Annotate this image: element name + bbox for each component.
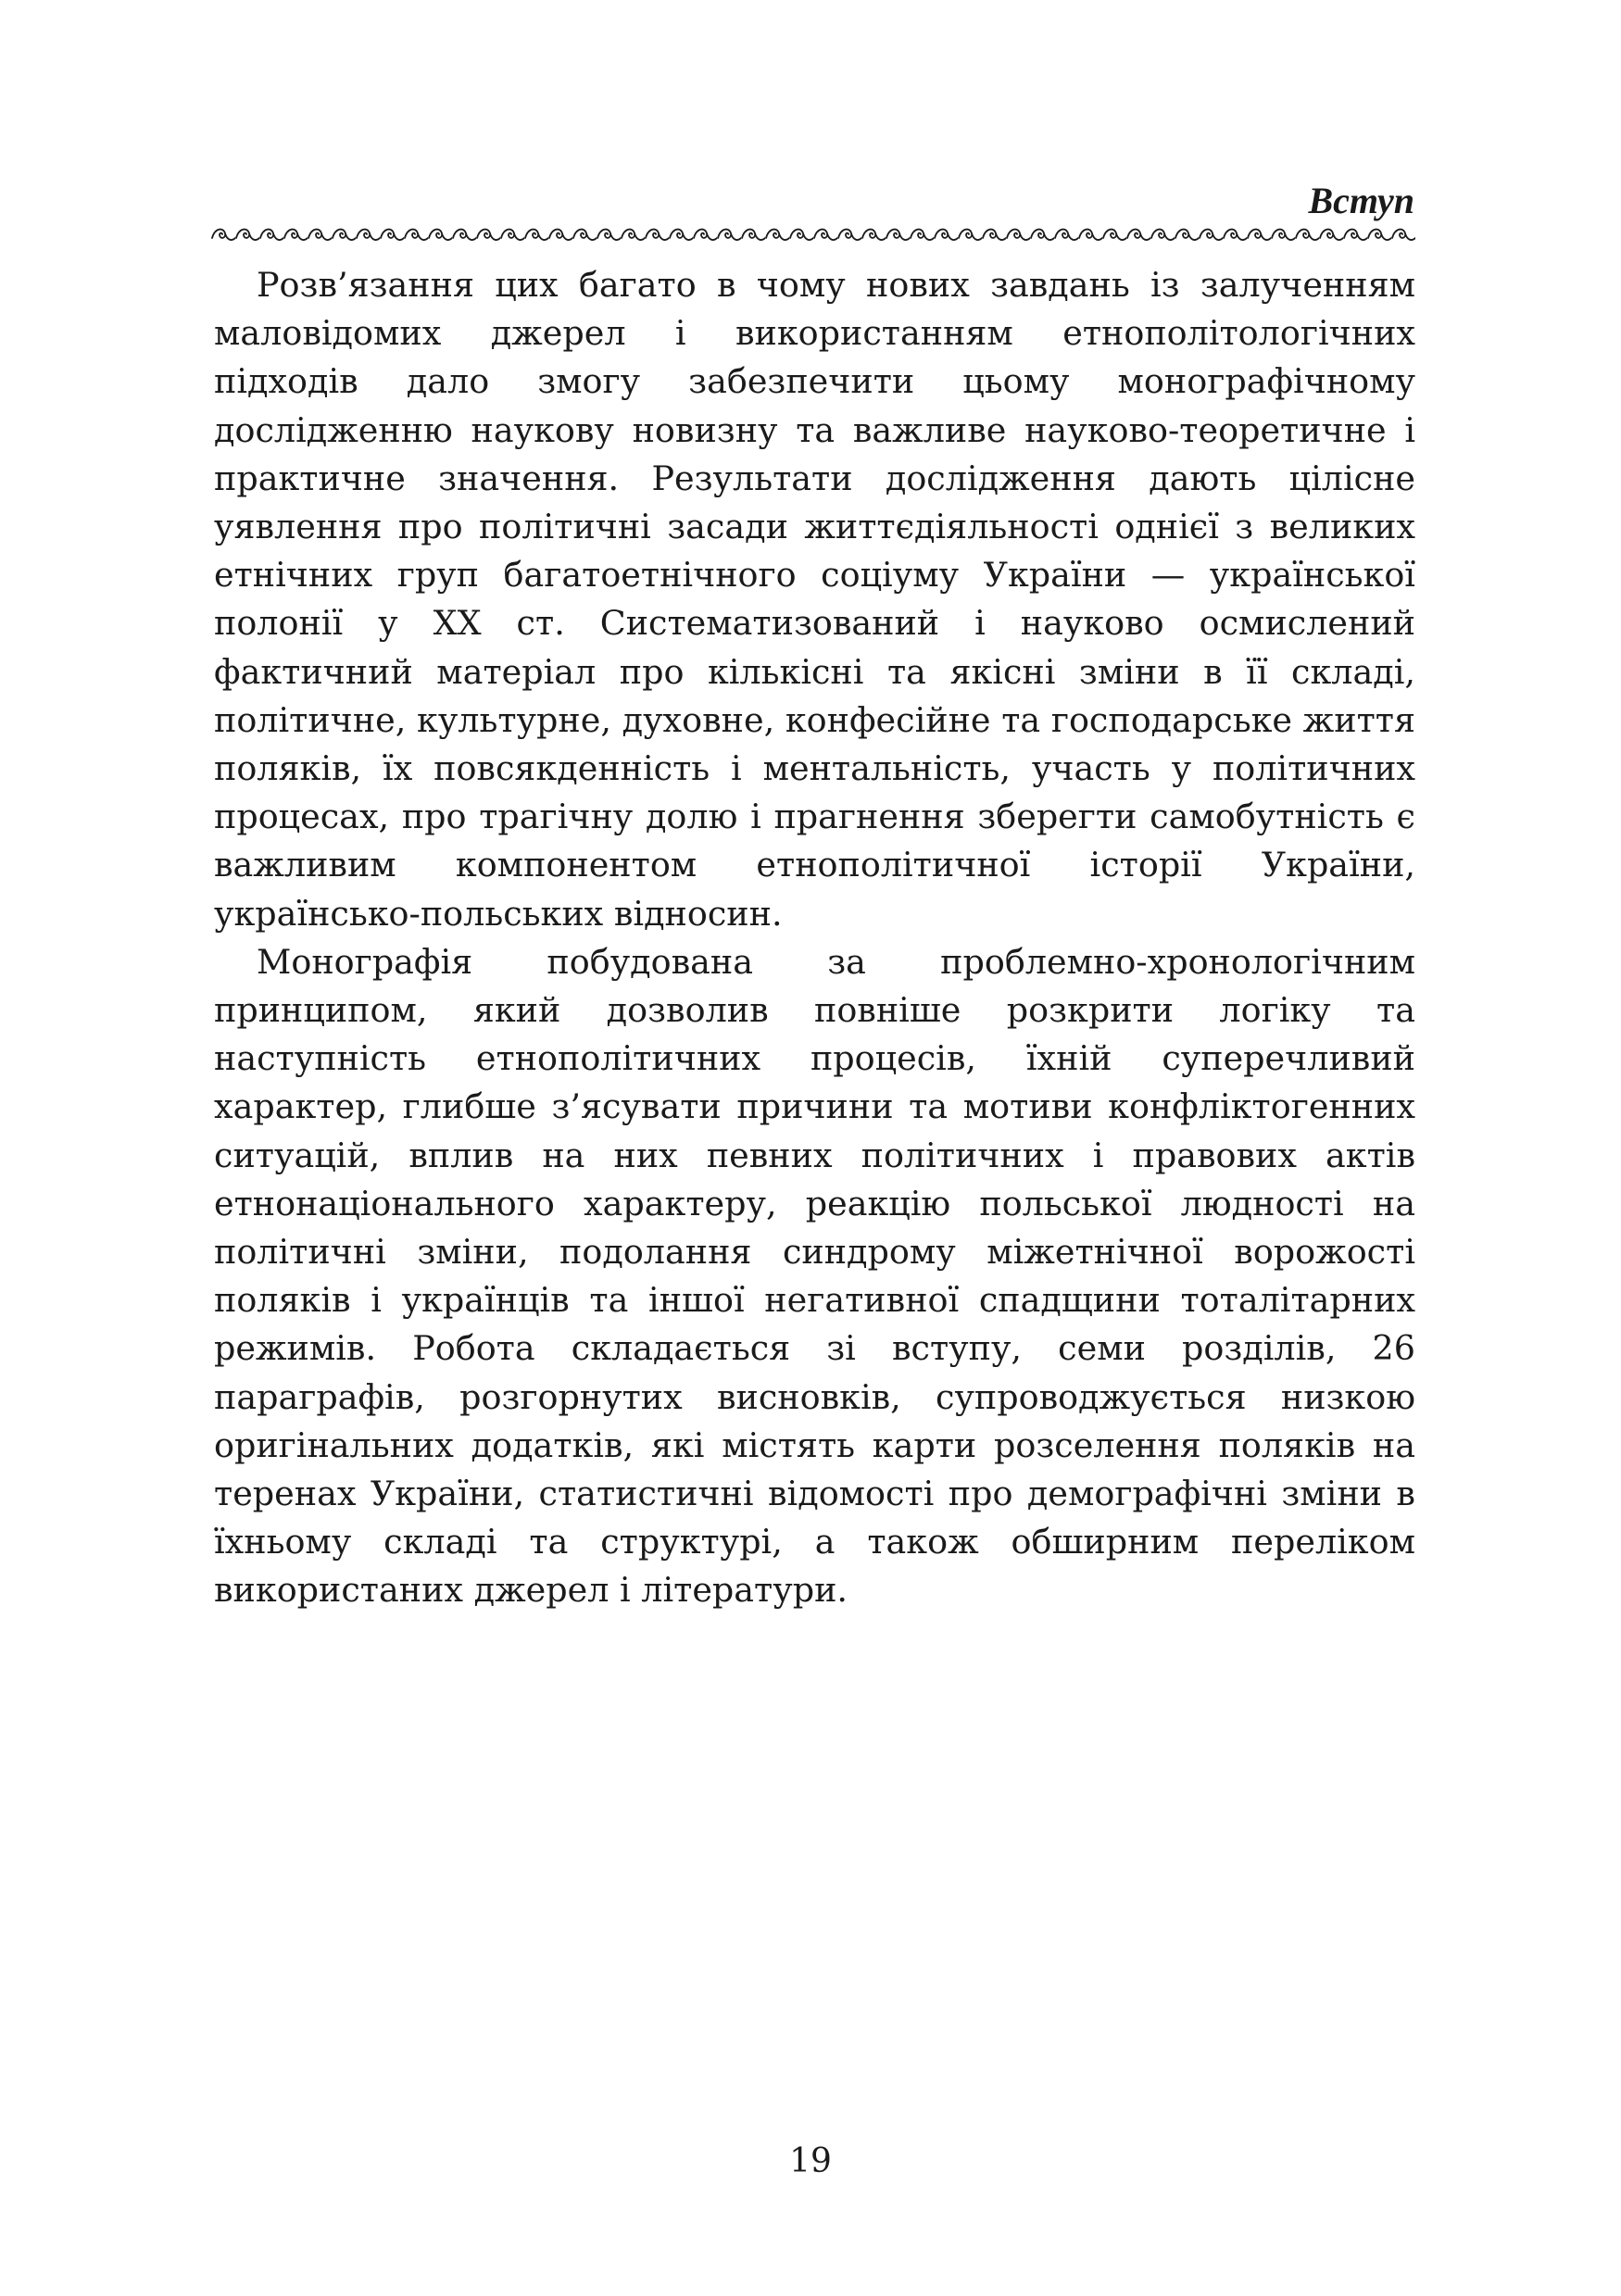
paragraph-1: Розв’язання цих багато в чому нових завдань із залученням маловідомих джерел і використанням етнополітологічних підходів дало змогу забезпечити цьому монографічному дослідженню наукову новизну та важливе науково-теоретичне і практичне значення. Результати дослідження дають цілісне уявлення про політичні засади життєдіяльності однієї з великих етнічних груп багатоетнічного соціуму України — української полонії у XX ст. Систематизований і науково осмислений фактичний матеріал про кількісні та якісні зміни в її складі, політичне, культурне, духовне, конфесійне та господарське життя поляків, їх повсякденність і ментальність, участь у політичних процесах, про трагічну долю і прагнення зберегти самобутність є важливим компонентом етнополітичної історії України, українсько-польських відносин. bbox=[214, 265, 1415, 934]
page-number: 19 bbox=[789, 2142, 832, 2180]
paragraph-2: Монографія побудована за проблемно-хронологічним принципом, який дозволив повніше розкрити логіку та наступність етнополітичних процесів, їхній суперечливий характер, глибше з’ясувати причини та мотиви конфліктогенних ситуацій, вплив на них певних політичних і правових актів етнонаціонального характеру, реакцію польської людності на політичні зміни, подолання синдрому міжетнічної ворожості поляків і українців та іншої негативної спадщини тоталітарних режимів. Робота складається зі вступу, семи розділів, 26 параграфів, розгорнутих висновків, супроводжується низкою оригінальних додатків, які містять карти розселення поляків на теренах України, статистичні відомості про демографічні зміни в їхньому складі та структурі, а також обширним переліком використаних джерел і літератури. bbox=[214, 941, 1415, 1611]
running-head-section-title: Вступ bbox=[1308, 180, 1414, 221]
decorative-wave-ornament bbox=[211, 224, 1415, 245]
main-text bbox=[214, 261, 1415, 1615]
